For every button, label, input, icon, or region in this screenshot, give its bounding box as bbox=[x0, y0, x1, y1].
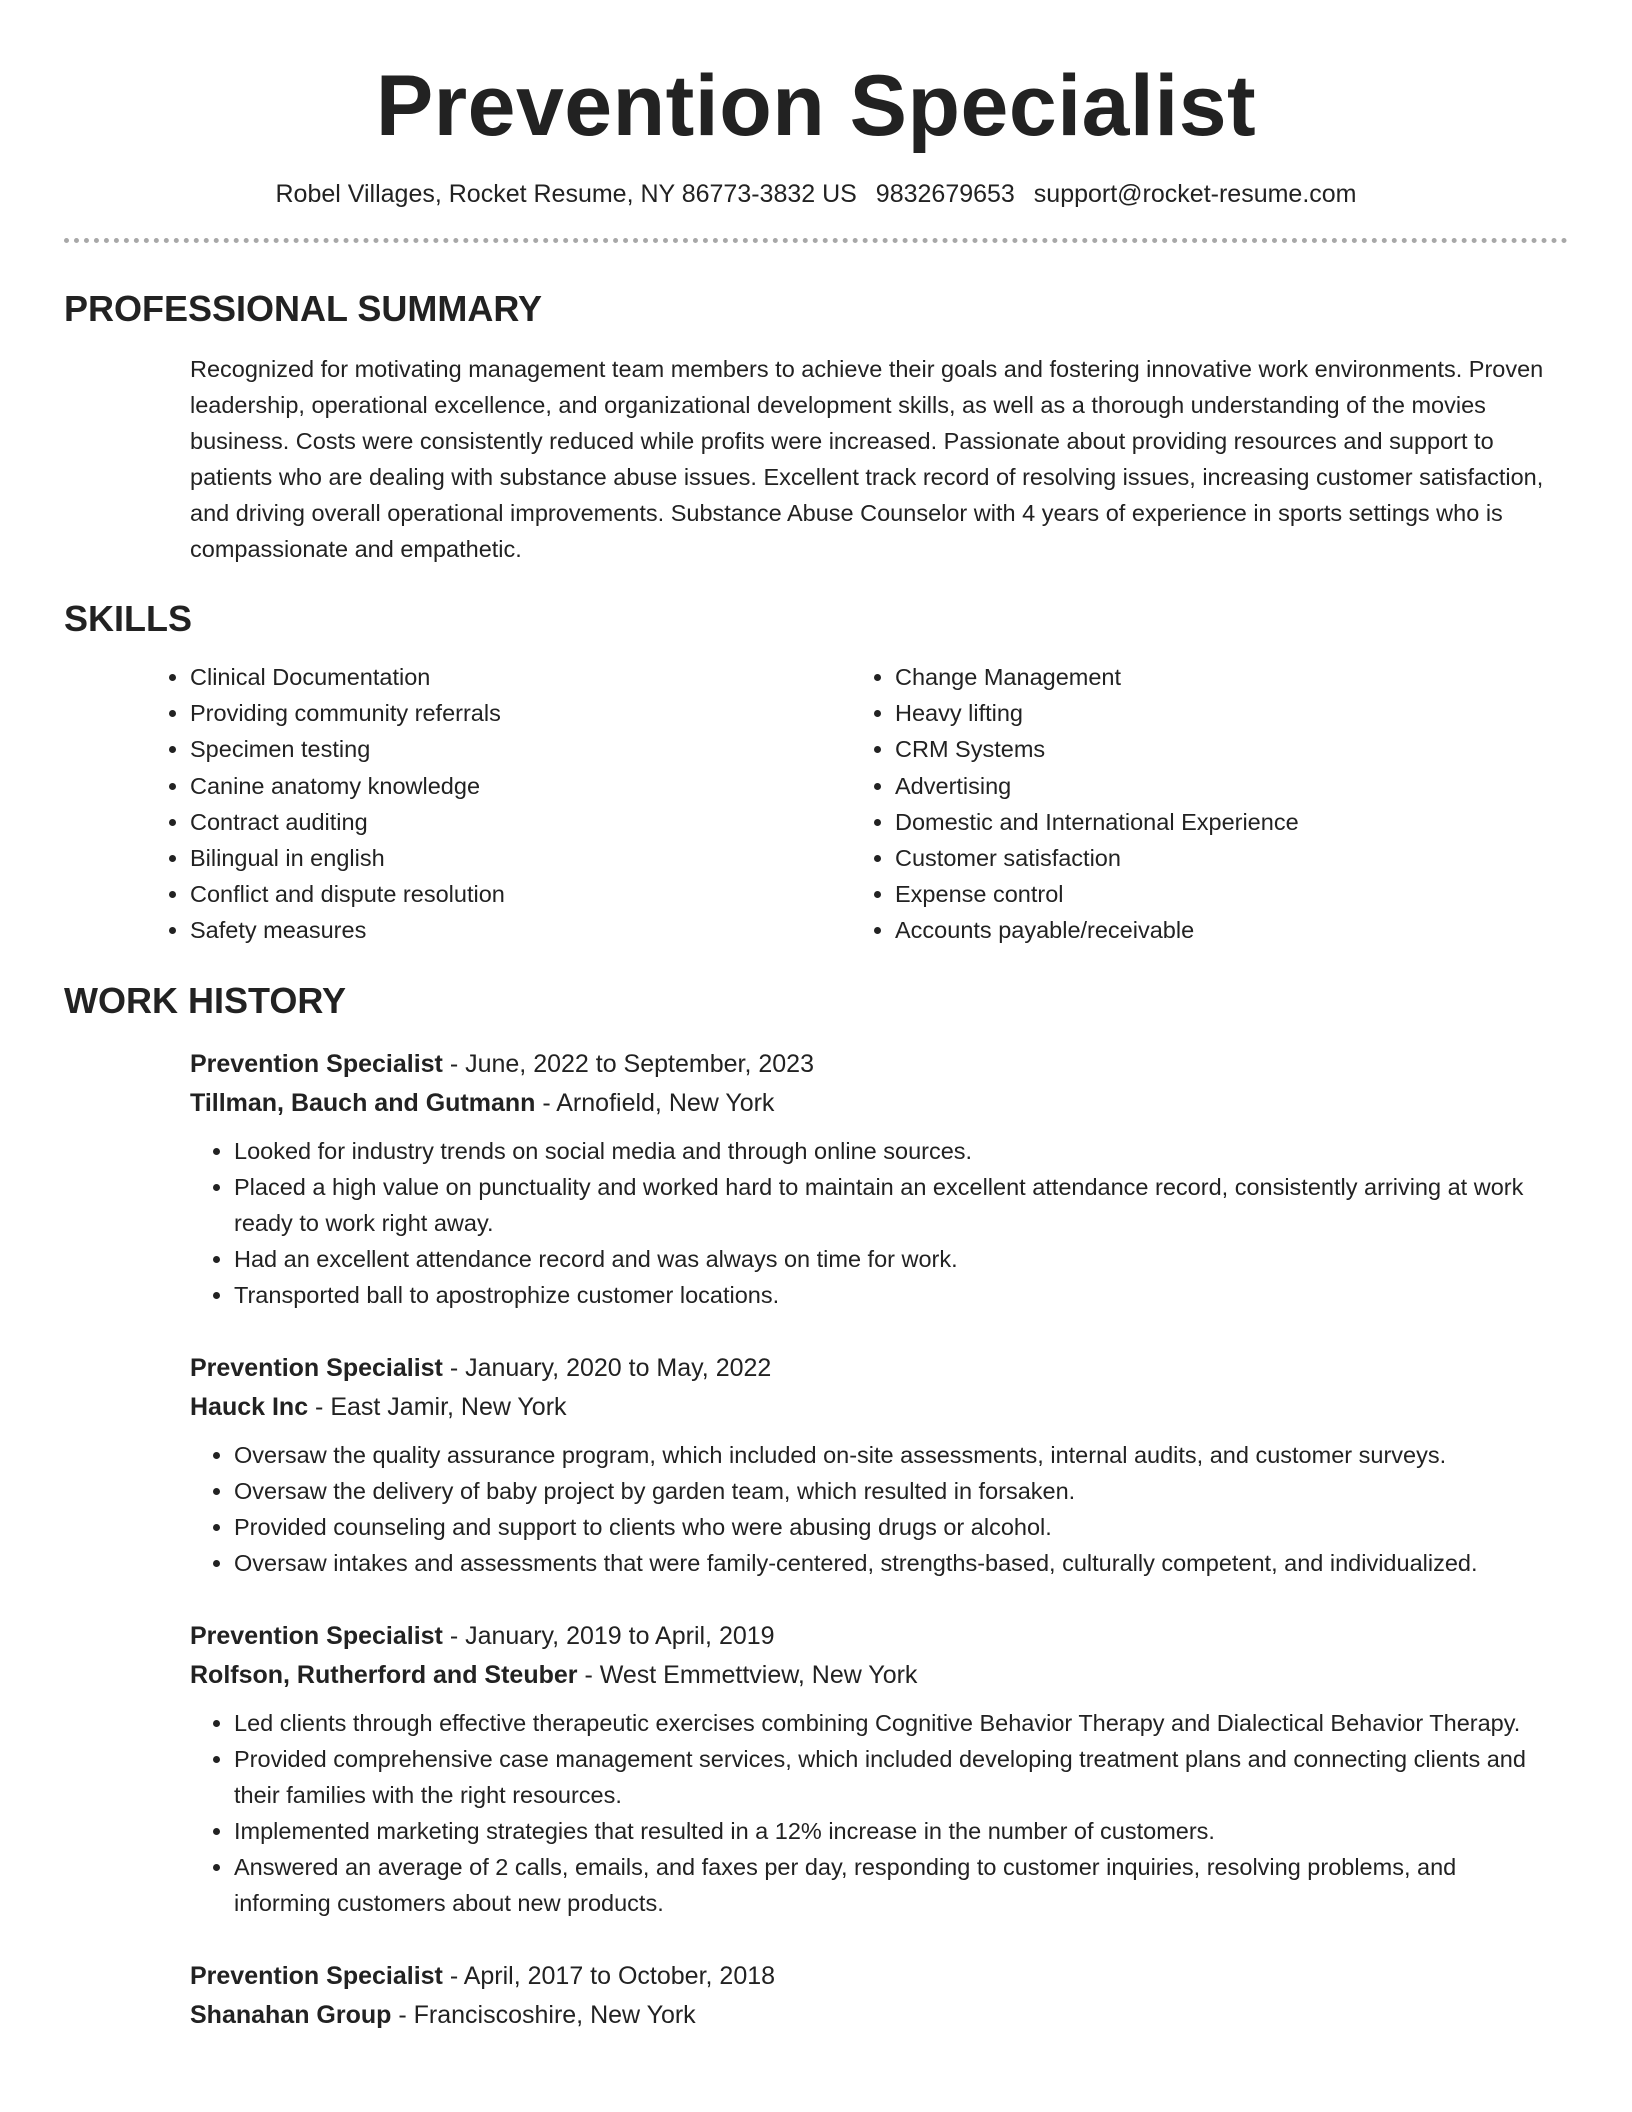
job-bullet: • Oversaw intakes and assessments that were family-centered, strengths-based, culturally competent, and individualized. bbox=[234, 1545, 1556, 1581]
skill-item: • Safety measures bbox=[190, 912, 851, 948]
skill-item: • Contract auditing bbox=[190, 804, 851, 840]
skill-item: • Advertising bbox=[895, 768, 1556, 804]
resume-header bbox=[64, 0, 1568, 243]
candidate-name: Prevention Specialist bbox=[375, 58, 1257, 154]
job-dates: - January, 2020 to May, 2022 bbox=[442, 1353, 772, 1382]
contact-phone: 9832679653 bbox=[875, 180, 1015, 208]
job-entry bbox=[64, 1957, 1568, 2035]
skill-item: • Heavy lifting bbox=[895, 695, 1556, 731]
job-dates: - April, 2017 to October, 2018 bbox=[442, 1961, 776, 1990]
job-entry bbox=[64, 1349, 1568, 1581]
job-role: Prevention Specialist bbox=[190, 1353, 443, 1382]
contact-line bbox=[64, 178, 1568, 210]
contact-address: Robel Villages, Rocket Resume, NY 86773-3832 US bbox=[275, 180, 857, 208]
job-role: Prevention Specialist bbox=[190, 1049, 443, 1078]
job-entry bbox=[64, 1045, 1568, 1313]
skill-item: • Canine anatomy knowledge bbox=[190, 768, 851, 804]
job-bullet: • Transported ball to apostrophize customer locations. bbox=[234, 1277, 1556, 1313]
skill-item: • Specimen testing bbox=[190, 731, 851, 767]
job-location: - Arnofield, New York bbox=[535, 1088, 775, 1117]
skill-item: • Customer satisfaction bbox=[895, 840, 1556, 876]
skills-columns bbox=[64, 659, 1568, 949]
job-bullet: • Provided comprehensive case management services, which included developing treatment plans and connecting clients and their families with the right resources. bbox=[234, 1741, 1556, 1813]
job-company-line bbox=[190, 1388, 1556, 1427]
summary-text: Recognized for motivating management team members to achieve their goals and fostering innovative work environments. Proven leadership, operational excellence, and organizational development skills, as well as a thorough understanding of the movies business. Costs were consistently reduced while profits were increased. Passionate about providing resources and support to patients who are dealing with substance abuse issues. Excellent track record of resolving issues, increasing customer satisfaction, and driving overall operational improvements. Substance Abuse Counselor with 4 years of experience in sports settings who is compassionate and empathetic. bbox=[190, 356, 1544, 562]
job-bullets bbox=[190, 1437, 1556, 1581]
job-role-line bbox=[190, 1349, 1556, 1388]
skill-item: • Conflict and dispute resolution bbox=[190, 876, 851, 912]
job-company-line bbox=[190, 1996, 1556, 2035]
work-history-title: WORK HISTORY bbox=[64, 979, 347, 1021]
job-bullet: • Oversaw the quality assurance program, which included on-site assessments, internal audits, and customer surveys. bbox=[234, 1437, 1556, 1473]
job-company: Rolfson, Rutherford and Steuber bbox=[190, 1660, 578, 1689]
skills-list-right bbox=[851, 659, 1556, 949]
job-bullets bbox=[190, 1133, 1556, 1313]
job-role-line bbox=[190, 1045, 1556, 1084]
job-role-line bbox=[190, 1957, 1556, 1996]
job-role: Prevention Specialist bbox=[190, 1961, 443, 1990]
skill-item: • Change Management bbox=[895, 659, 1556, 695]
job-company: Shanahan Group bbox=[190, 2000, 392, 2029]
contact-email: support@rocket-resume.com bbox=[1033, 180, 1357, 208]
skill-item: • CRM Systems bbox=[895, 731, 1556, 767]
job-company-line bbox=[190, 1084, 1556, 1123]
job-location: - Franciscoshire, New York bbox=[391, 2000, 696, 2029]
job-entry bbox=[64, 1617, 1568, 1921]
job-bullet: • Oversaw the delivery of baby project by garden team, which resulted in forsaken. bbox=[234, 1473, 1556, 1509]
skill-item: • Accounts payable/receivable bbox=[895, 912, 1556, 948]
job-bullet: • Led clients through effective therapeutic exercises combining Cognitive Behavior Therapy and Dialectical Behavior Therapy. bbox=[234, 1705, 1556, 1741]
skill-item: • Clinical Documentation bbox=[190, 659, 851, 695]
skill-item: • Expense control bbox=[895, 876, 1556, 912]
skills-list-left bbox=[146, 659, 851, 949]
job-bullets bbox=[190, 1705, 1556, 1921]
job-bullet: • Had an excellent attendance record and was always on time for work. bbox=[234, 1241, 1556, 1277]
job-dates: - January, 2019 to April, 2019 bbox=[442, 1621, 775, 1650]
job-bullet: • Looked for industry trends on social media and through online sources. bbox=[234, 1133, 1556, 1169]
job-company: Tillman, Bauch and Gutmann bbox=[190, 1088, 536, 1117]
job-bullet: • Implemented marketing strategies that resulted in a 12% increase in the number of customers. bbox=[234, 1813, 1556, 1849]
skills-section bbox=[64, 597, 1568, 949]
summary-title: PROFESSIONAL SUMMARY bbox=[64, 288, 543, 329]
work-history-section bbox=[64, 979, 1568, 2035]
summary-section bbox=[64, 287, 1568, 567]
header-divider bbox=[64, 238, 1568, 243]
job-bullet: • Answered an average of 2 calls, emails, and faxes per day, responding to customer inquiries, resolving problems, and informing customers about new products. bbox=[234, 1849, 1556, 1921]
job-location: - East Jamir, New York bbox=[308, 1392, 567, 1421]
job-company: Hauck Inc bbox=[190, 1392, 309, 1421]
skills-title: SKILLS bbox=[64, 598, 193, 639]
skill-item: • Bilingual in english bbox=[190, 840, 851, 876]
job-company-line bbox=[190, 1656, 1556, 1695]
job-bullet: • Placed a high value on punctuality and worked hard to maintain an excellent attendance record, consistently arriving at work ready to work right away. bbox=[234, 1169, 1556, 1241]
skill-item: • Domestic and International Experience bbox=[895, 804, 1556, 840]
job-location: - West Emmettview, New York bbox=[577, 1660, 918, 1689]
job-dates: - June, 2022 to September, 2023 bbox=[442, 1049, 814, 1078]
job-role-line bbox=[190, 1617, 1556, 1656]
skill-item: • Providing community referrals bbox=[190, 695, 851, 731]
job-role: Prevention Specialist bbox=[190, 1621, 443, 1650]
job-bullet: • Provided counseling and support to clients who were abusing drugs or alcohol. bbox=[234, 1509, 1556, 1545]
